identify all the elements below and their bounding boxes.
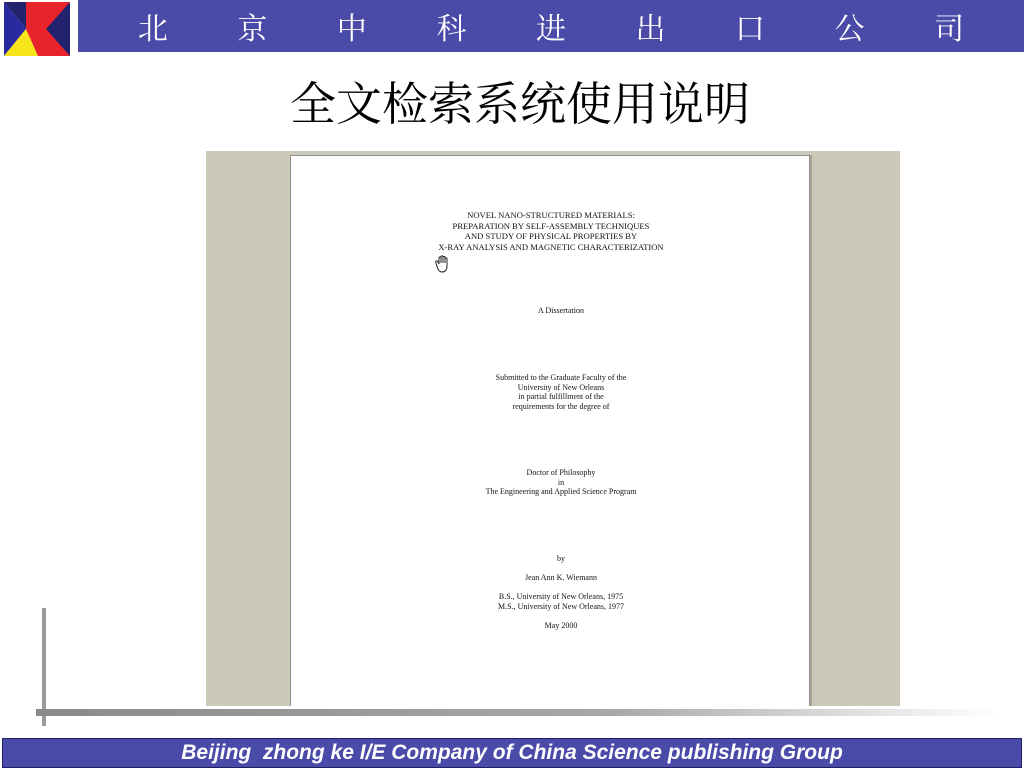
author-name: Jean Ann K. Wiemann — [525, 573, 597, 582]
bottom-decorative-rule — [36, 709, 998, 716]
company-logo — [4, 2, 70, 56]
document-title: NOVEL NANO-STRUCTURED MATERIALS: PREPARATION BY SELF-ASSEMBLY TECHNIQUES AND STUDY OF PHYSICAL PROPERTIES BY X-RAY ANALYSIS AND MAGNETIC CHARACTERIZATION — [438, 210, 664, 252]
slide-title: 全文检索系统使用说明 — [290, 77, 750, 131]
document-type: A Dissertation — [538, 306, 584, 315]
degree-statement: Doctor of Philosophy in The Engineering and Applied Science Program — [485, 468, 637, 497]
document-page — [290, 155, 810, 706]
footer-bar — [2, 738, 1022, 768]
top-banner — [78, 0, 1024, 52]
document-viewer[interactable] — [206, 151, 900, 706]
footer-text: Beijing zhong ke I/E Company of China Science publishing Group — [181, 741, 843, 764]
document-date: May 2000 — [544, 621, 578, 630]
company-name: 北 京 中 科 进 出 口 公 司 — [137, 12, 995, 47]
submission-statement: Submitted to the Graduate Faculty of the University of New Orleans in partial fulfillment of the requirements for the degree of — [495, 373, 627, 411]
by-label: by — [557, 554, 565, 563]
hand-cursor-icon — [433, 254, 455, 274]
prior-degrees: B.S., University of New Orleans, 1975 M.S., University of New Orleans, 1977 — [498, 592, 624, 611]
